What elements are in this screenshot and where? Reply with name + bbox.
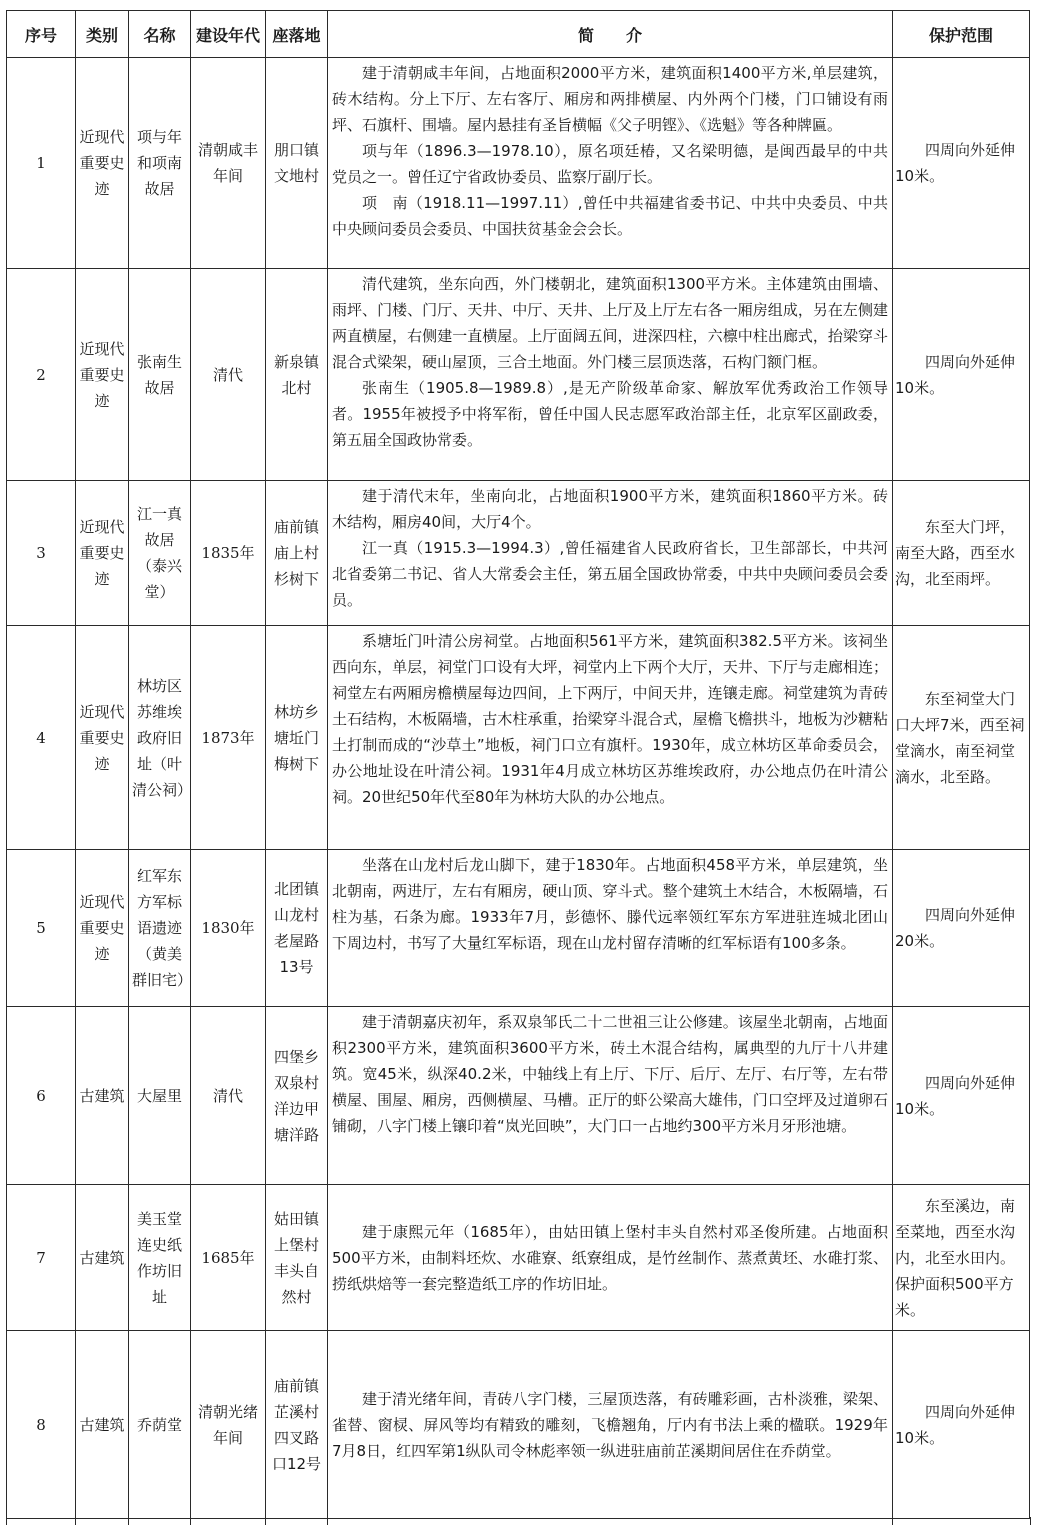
row-category: 古建筑 (76, 1185, 129, 1331)
table-row (7, 481, 1030, 626)
summary-paragraph: 项 南（1918.11—1997.11）,曾任中共福建省委书记、中共中央委员、中共中央顾问委员会委员、中国扶贫基金会会长。 (332, 194, 888, 238)
col-header-name: 名称 (129, 11, 191, 58)
row-name: 美玉堂连史纸作坊旧址 (129, 1185, 191, 1331)
row-category: 近现代重要史迹 (76, 850, 129, 1007)
row-summary (328, 481, 893, 626)
row-protection (893, 850, 1030, 1007)
row-era: 1835年 (191, 481, 266, 626)
row-summary (328, 269, 893, 481)
row-location: 新泉镇北村 (266, 269, 328, 481)
protection-text: 东至祠堂大门口大坪7米，西至祠堂滴水，南至祠堂滴水，北至路。 (895, 689, 1025, 786)
row-no: 6 (7, 1007, 76, 1185)
row-location: 北团镇山龙村老屋路13号 (266, 850, 328, 1007)
row-category: 近现代重要史迹 (76, 481, 129, 626)
row-category: 近现代重要史迹 (76, 58, 129, 269)
col-header-no: 序号 (7, 11, 76, 58)
column-divider (190, 1517, 191, 1525)
row-location: 姑田镇上堡村丰头自然村 (266, 1185, 328, 1331)
row-location: 庙前镇庙上村杉树下 (266, 481, 328, 626)
protection-text: 东至大门坪，南至大路，西至水沟，北至雨坪。 (895, 518, 1016, 588)
col-header-location: 座落地 (266, 11, 328, 58)
row-category: 近现代重要史迹 (76, 626, 129, 850)
row-name: 项与年和项南故居 (129, 58, 191, 269)
row-location: 林坊乡塘坵门梅树下 (266, 626, 328, 850)
header-row (7, 11, 1030, 58)
row-location: 四堡乡双泉村洋边甲塘洋路 (266, 1007, 328, 1185)
col-header-category: 类别 (76, 11, 129, 58)
column-divider (892, 1517, 893, 1525)
protection-text: 东至溪边，南至菜地，西至水沟内，北至水田内。保护面积500平方米。 (895, 1196, 1016, 1319)
row-era: 清代 (191, 1007, 266, 1185)
protection-text: 四周向外延伸10米。 (895, 352, 1016, 397)
row-protection (893, 1007, 1030, 1185)
row-no: 5 (7, 850, 76, 1007)
summary-paragraph: 建于康熙元年（1685年），由姑田镇上堡村丰头自然村邓圣俊所建。占地面积500平方米，由制料坯炊、水碓寮、纸寮组成，是竹丝制作、蒸煮黄坯、水碓打浆、捞纸烘焙等一套完整造纸工序的作坊旧址。 (332, 1222, 888, 1293)
row-no: 4 (7, 626, 76, 850)
row-summary (328, 1007, 893, 1185)
row-summary (328, 626, 893, 850)
row-no: 1 (7, 58, 76, 269)
table-row (7, 1185, 1030, 1331)
summary-paragraph: 坐落在山龙村后龙山脚下，建于1830年。占地面积458平方米，单层建筑，坐北朝南，两进厅，左右有厢房，硬山顶、穿斗式。整个建筑土木结合，木板隔墙，石柱为基，石条为廊。1933年7月，彭德怀、滕代远率领红军东方军进驻连城北团山下周边村，书写了大量红军标语，现在山龙村留存清晰的红军标语有100多条。 (332, 856, 888, 952)
row-name: 张南生故居 (129, 269, 191, 481)
column-divider (75, 1517, 76, 1525)
summary-paragraph: 建于清光绪年间，青砖八字门楼，三屋顶迭落，有砖雕彩画，古朴淡雅，梁架、雀替、窗棂、屏风等均有精致的雕刻，飞檐翘角，厅内有书法上乘的楹联。1929年7月8日，红四军第1纵队司令林彪率领一纵进驻庙前芷溪期间居住在乔荫堂。 (332, 1389, 888, 1460)
row-location: 庙前镇芷溪村四叉路口12号 (266, 1331, 328, 1519)
row-location: 朋口镇文地村 (266, 58, 328, 269)
row-category: 近现代重要史迹 (76, 269, 129, 481)
row-protection (893, 481, 1030, 626)
next-row-edge (6, 1517, 1031, 1525)
row-protection (893, 269, 1030, 481)
col-header-summary: 简 介 (328, 11, 893, 58)
row-era: 清朝光绪年间 (191, 1331, 266, 1519)
row-summary (328, 850, 893, 1007)
table-row (7, 269, 1030, 481)
row-summary (328, 1331, 893, 1519)
row-name: 大屋里 (129, 1007, 191, 1185)
table-row (7, 58, 1030, 269)
row-summary (328, 1185, 893, 1331)
row-summary (328, 58, 893, 269)
row-category: 古建筑 (76, 1007, 129, 1185)
column-divider (128, 1517, 129, 1525)
row-protection (893, 1331, 1030, 1519)
column-divider (327, 1517, 328, 1525)
row-era: 清朝咸丰年间 (191, 58, 266, 269)
summary-paragraph: 张南生（1905.8—1989.8）,是无产阶级革命家、解放军优秀政治工作领导者。1955年被授予中将军衔，曾任中国人民志愿军政治部主任，北京军区副政委，第五届全国政协常委。 (332, 379, 888, 449)
column-divider (265, 1517, 266, 1525)
row-protection (893, 58, 1030, 269)
summary-paragraph: 清代建筑，坐东向西，外门楼朝北，建筑面积1300平方米。主体建筑由围墙、雨坪、门楼、门厅、天井、中厅、天井、上厅及上厅左右各一厢房组成，另在左侧建两直横屋，右侧建一直横屋。上厅面阔五间，进深四柱，六檩中柱出廊式，抬梁穿斗混合式梁架，硬山屋顶，三合土地面。外门楼三层顶迭落，石构门额门框。 (332, 275, 888, 371)
table-row (7, 850, 1030, 1007)
table-row (7, 1331, 1030, 1519)
protection-text: 四周向外延伸10米。 (895, 141, 1016, 185)
row-no: 2 (7, 269, 76, 481)
row-era: 1873年 (191, 626, 266, 850)
protection-text: 四周向外延伸10米。 (895, 1402, 1016, 1447)
row-category: 古建筑 (76, 1331, 129, 1519)
summary-paragraph: 建于清代末年，坐南向北，占地面积1900平方米，建筑面积1860平方米。砖木结构，厢房40间，大厅4个。 (332, 487, 888, 531)
col-header-protection: 保护范围 (893, 11, 1030, 58)
row-no: 7 (7, 1185, 76, 1331)
table-row (7, 626, 1030, 850)
heritage-table (6, 10, 1030, 1519)
col-header-era: 建设年代 (191, 11, 266, 58)
row-name: 红军东方军标语遗迹（黄美群旧宅） (129, 850, 191, 1007)
summary-paragraph: 项与年（1896.3—1978.10），原名项廷椿，又名梁明德，是闽西最早的中共党员之一。曾任辽宁省政协委员、监察厅副厅长。 (332, 142, 888, 186)
row-era: 清代 (191, 269, 266, 481)
row-name: 林坊区苏维埃政府旧址（叶清公祠） (129, 626, 191, 850)
row-protection (893, 626, 1030, 850)
protection-text: 四周向外延伸10米。 (895, 1073, 1016, 1118)
row-name: 乔荫堂 (129, 1331, 191, 1519)
row-era: 1830年 (191, 850, 266, 1007)
row-protection (893, 1185, 1030, 1331)
row-era: 1685年 (191, 1185, 266, 1331)
row-name: 江一真故居（泰兴堂） (129, 481, 191, 626)
table-row (7, 1007, 1030, 1185)
protection-text: 四周向外延伸20米。 (895, 906, 1016, 950)
row-no: 8 (7, 1331, 76, 1519)
summary-paragraph: 建于清朝嘉庆初年，系双泉邹氏二十二世祖三让公修建。该屋坐北朝南，占地面积2300平方米，建筑面积3600平方米，砖土木混合结构，属典型的九厅十八井建筑。宽45米，纵深40.2米，中轴线上有上厅、下厅、后厅、左厅、右厅等，左右带横屋、围屋、厢房，西侧横屋、马槽。正厅的虾公梁高大雄伟，门口空坪及过道卵石铺砌，八字门楼上镶印着“岚光回映”，大门口一占地约300平方米月牙形池塘。 (332, 1013, 888, 1135)
summary-paragraph: 系塘坵门叶清公房祠堂。占地面积561平方米，建筑面积382.5平方米。该祠坐西向东，单层，祠堂门口设有大坪，祠堂内上下两个大厅，天井、下厅与走廊相连；祠堂左右两厢房檐横屋每边四间，上下两厅，中间天井，连镶走廊。祠堂建筑为青砖土石结构，木板隔墙，古木柱承重，抬梁穿斗混合式，屋檐飞檐拱斗，地板为沙糖粘土打制而成的“沙草土”地板，祠门口立有旗杆。1930年，成立林坊区革命委员会，办公地址设在叶清公祠。1931年4月成立林坊区苏维埃政府，办公地点仍在叶清公祠。20世纪50年代至80年为林坊大队的办公地点。 (332, 632, 888, 806)
row-no: 3 (7, 481, 76, 626)
summary-paragraph: 建于清朝咸丰年间，占地面积2000平方米，建筑面积1400平方米,单层建筑，砖木结构。分上下厅、左右客厅、厢房和两排横屋、内外两个门楼，门口铺设有雨坪、石旗杆、围墙。屋内悬挂有圣旨横幅《父子明铿》、《选魁》等各种牌匾。 (332, 64, 888, 134)
summary-paragraph: 江一真（1915.3—1994.3）,曾任福建省人民政府省长，卫生部部长，中共河北省委第二书记、省人大常委会主任，第五届全国政协常委，中共中央顾问委员会委员。 (332, 539, 888, 609)
